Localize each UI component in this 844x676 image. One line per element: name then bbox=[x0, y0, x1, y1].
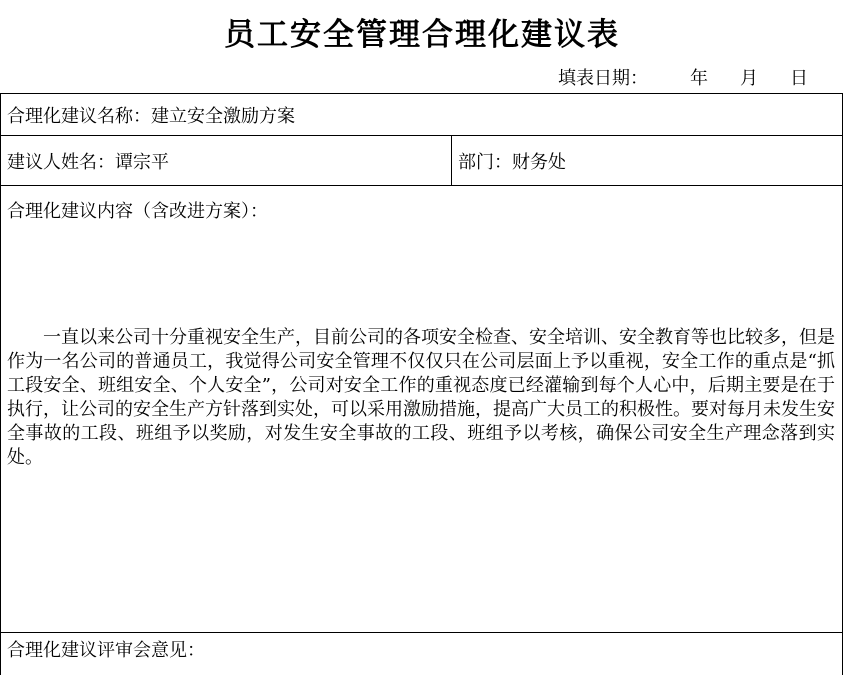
proposer-row bbox=[1, 136, 842, 186]
suggestion-form-table bbox=[0, 93, 843, 675]
review-opinion-row bbox=[1, 633, 842, 676]
department-cell: 部门：财务处 bbox=[458, 151, 566, 173]
suggestion-name-cell: 合理化建议名称：建立安全激励方案 bbox=[7, 105, 295, 127]
document-title: 员工安全管理合理化建议表 bbox=[224, 17, 620, 53]
content-body-text: 一直以来公司十分重视安全生产，目前公司的各项安全检查、安全培训、安全教育等也比较多，但是作为一名公司的普通员工，我觉得公司安全管理不仅仅只在公司层面上予以重视，安全工作的重点是“抓工段安全、班组安全、个人安全”，公司对安全工作的重视态度已经灌输到每个人心中，后期主要是在于执行，让公司的安全生产方针落到实处，可以采用激励措施，提高广大员工的积极性。要对每月未发生安全事故的工段、班组予以奖励，对发生安全事故的工段、班组予以考核，确保公司安全生产理念落到实处。 bbox=[7, 327, 835, 468]
content-heading: 合理化建议内容（含改进方案）： bbox=[7, 201, 268, 222]
suggestion-name-row bbox=[1, 94, 842, 136]
review-opinion-label: 合理化建议评审会意见： bbox=[7, 640, 205, 661]
date-year-unit: 年 bbox=[690, 68, 708, 89]
date-month-unit: 月 bbox=[740, 68, 758, 89]
suggestion-content-row bbox=[1, 186, 842, 633]
fill-date-row bbox=[558, 67, 808, 91]
fill-date-label: 填表日期： bbox=[558, 68, 648, 89]
date-day-unit: 日 bbox=[790, 68, 808, 89]
proposer-name-cell: 建议人姓名：谭宗平 bbox=[1, 136, 452, 185]
